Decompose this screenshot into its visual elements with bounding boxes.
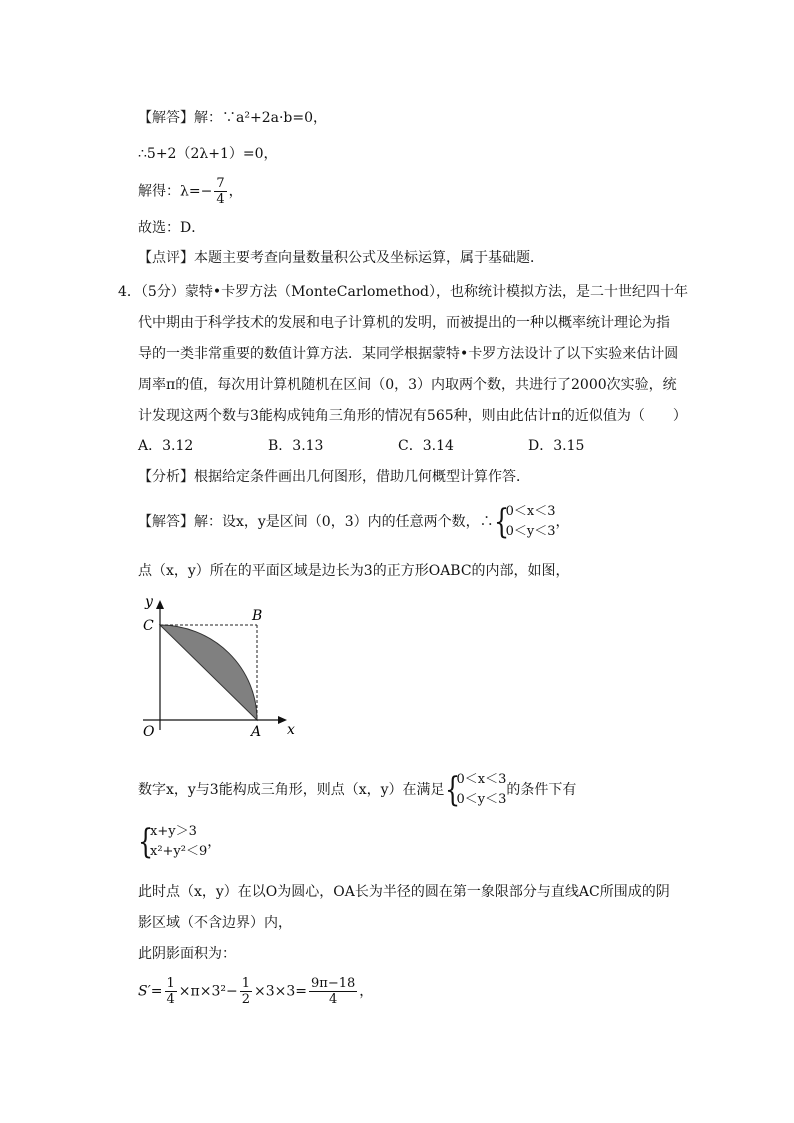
q4-line2: 代中期由于科学技术的发展和电子计算机的发明，而被提出的一种以概率统计理论为指 bbox=[138, 315, 670, 331]
fraction-result bbox=[309, 976, 357, 1007]
answer3-text3: 解得：λ=− bbox=[138, 183, 213, 200]
fraction-one-half bbox=[240, 976, 252, 1007]
answer3-line2: ∴5+2（2λ+1）=0， bbox=[138, 146, 278, 162]
fraction-numerator: 7 bbox=[216, 176, 225, 191]
fraction-denominator: 4 bbox=[328, 992, 338, 1007]
x-axis-arrow-icon bbox=[278, 716, 287, 724]
answer3-line1 bbox=[138, 108, 327, 128]
fraction-numerator: 1 bbox=[241, 976, 250, 991]
system-row: 0＜x＜3 bbox=[456, 772, 507, 787]
system-row: 0＜y＜3 bbox=[505, 524, 556, 539]
system-row: 0＜y＜3 bbox=[456, 792, 507, 807]
analysis-tag: 【分析】 bbox=[138, 469, 194, 485]
comment3-line bbox=[138, 248, 544, 268]
label-c: C bbox=[143, 618, 154, 634]
q4-line4: 周率π的值，每次用计算机随机在区间（0，3）内取两个数，共进行了2000次实验，统 bbox=[138, 377, 677, 393]
solution4-line6: 此阴影面积为： bbox=[138, 946, 236, 962]
q4-line3: 导的一类非常重要的数值计算方法．某同学根据蒙特•卡罗方法设计了以下实验来估计圆 bbox=[138, 346, 679, 362]
fraction-seven-fourths bbox=[214, 176, 226, 207]
q4-line5: 计发现这两个数与3能构成钝角三角形的情况有565种，则由此估计π的近似值为（ ） bbox=[138, 408, 687, 424]
solution-tag: 【解答】 bbox=[138, 514, 194, 530]
option-c: C．3.14 bbox=[398, 438, 454, 454]
fraction-numerator: 1 bbox=[166, 976, 175, 991]
brace-icon: { bbox=[444, 770, 460, 810]
formula-middle-1: ×π×3²− bbox=[178, 983, 238, 1000]
option-d: D．3.15 bbox=[528, 438, 585, 454]
analysis4-text: 根据给定条件画出几何图形，借助几何概型计算作答． bbox=[194, 469, 530, 485]
fraction-one-fourth bbox=[165, 976, 177, 1007]
fraction-denominator: 4 bbox=[216, 192, 225, 207]
solution4-text3-suffix: 的条件下有 bbox=[506, 782, 577, 798]
comment-tag: 【点评】 bbox=[138, 250, 194, 266]
fraction-denominator: 2 bbox=[241, 992, 250, 1007]
answer3-suffix: ， bbox=[228, 183, 243, 200]
brace-icon: { bbox=[138, 822, 154, 862]
brace-icon: { bbox=[493, 502, 509, 542]
solution4-line5: 影区域（不含边界）内， bbox=[138, 915, 292, 931]
label-x: x bbox=[287, 722, 295, 738]
area-formula bbox=[138, 976, 373, 1007]
label-o: O bbox=[143, 724, 155, 740]
formula-middle-2: ×3×3= bbox=[253, 983, 307, 1000]
label-a: A bbox=[251, 724, 262, 740]
solution4-suffix1: ， bbox=[555, 514, 570, 530]
system-row: 0＜x＜3 bbox=[505, 504, 556, 519]
q4-options bbox=[138, 436, 658, 456]
system-row: x²+y²＜9 bbox=[150, 844, 208, 859]
answer3-line3 bbox=[138, 176, 243, 207]
label-y: y bbox=[145, 594, 153, 610]
option-a: A．3.12 bbox=[138, 438, 194, 454]
solution4-line4: 此时点（x，y）在以O为圆心，OA长为半径的圆在第一象限部分与直线AC所围成的阴 bbox=[138, 884, 670, 900]
answer-tag: 【解答】 bbox=[138, 110, 194, 126]
fraction-denominator: 4 bbox=[166, 992, 175, 1007]
fraction-numerator: 9π−18 bbox=[311, 976, 356, 991]
option-b: B．3.13 bbox=[268, 438, 324, 454]
formula-suffix: ， bbox=[359, 983, 374, 1000]
analysis4-line bbox=[138, 467, 530, 487]
inequality-system-2 bbox=[445, 770, 507, 810]
geometry-figure bbox=[135, 590, 305, 740]
answer3-text1: 解：∵a²+2a·b=0， bbox=[194, 110, 327, 126]
solution4-line3 bbox=[138, 770, 576, 810]
q4-line1: 4．（5分）蒙特•卡罗方法（MonteCarlomethod），也称统计模拟方法，是二十世纪四十年 bbox=[118, 284, 689, 300]
solution4-text1: 解：设x，y是区间（0，3）内的任意两个数，∴ bbox=[194, 514, 494, 530]
solution4-line1 bbox=[138, 502, 570, 542]
solution4-line2: 点（x，y）所在的平面区域是边长为3的正方形OABC的内部，如图， bbox=[138, 563, 570, 579]
solution4-suffix3: ， bbox=[207, 834, 222, 850]
solution4-text3: 数字x，y与3能构成三角形，则点（x，y）在满足 bbox=[138, 782, 445, 798]
inequality-system-3 bbox=[138, 822, 207, 862]
inequality-system-1 bbox=[494, 502, 556, 542]
shaded-region bbox=[160, 625, 257, 720]
comment3-text: 本题主要考查向量数量积公式及坐标运算，属于基础题． bbox=[194, 250, 544, 266]
label-b: B bbox=[252, 608, 263, 624]
system-row: x+y＞3 bbox=[150, 824, 197, 839]
answer3-line4: 故选：D． bbox=[138, 220, 206, 236]
area-lhs: S′= bbox=[138, 983, 163, 1000]
y-axis-arrow-icon bbox=[156, 600, 164, 609]
solution4-system3-line bbox=[138, 822, 221, 862]
